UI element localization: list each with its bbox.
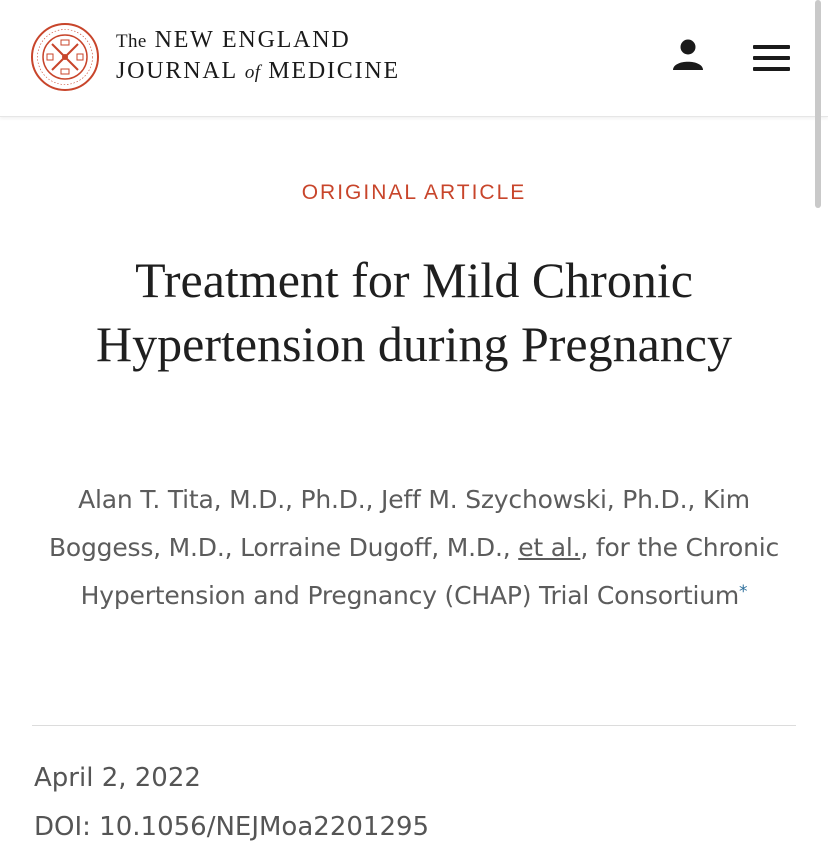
masthead-journal: JOURNAL	[116, 58, 238, 84]
scrollbar-thumb[interactable]	[815, 0, 821, 208]
et-al-link[interactable]: et al.	[518, 533, 581, 562]
article-type-label: ORIGINAL ARTICLE	[301, 181, 527, 204]
menu-bar-bottom	[753, 67, 790, 71]
authors-text-1: Alan T. Tita, M.D., Ph.D., Jeff M. Szychowski, Ph.D., Kim Boggess, M.D., Lorraine Dugoff, M.D.,	[48, 485, 750, 562]
menu-bar-top	[753, 45, 790, 49]
hamburger-menu-button[interactable]	[748, 40, 794, 76]
masthead-line-2	[116, 56, 400, 88]
masthead-of: of	[244, 62, 261, 83]
journal-masthead[interactable]	[116, 26, 400, 88]
publication-date: April 2, 2022	[34, 763, 201, 793]
author-list	[40, 476, 788, 620]
footnote-marker[interactable]: *	[739, 582, 748, 602]
masthead-line-1	[116, 26, 400, 56]
account-button[interactable]	[668, 36, 708, 76]
masthead-new-england: NEW ENGLAND	[154, 27, 351, 53]
section-divider	[32, 725, 796, 726]
nejm-seal-logo[interactable]	[30, 22, 100, 92]
doi-text: DOI: 10.1056/NEJMoa2201295	[34, 812, 430, 842]
authors-text-2: , for the Chronic Hypertension and Pregnancy (CHAP) Trial Consortium	[80, 533, 780, 610]
user-icon	[668, 36, 708, 76]
article-title: Treatment for Mild Chronic Hypertension during Pregnancy	[96, 252, 732, 372]
masthead-the: The	[116, 31, 147, 52]
masthead-medicine: MEDICINE	[268, 58, 400, 84]
menu-bar-middle	[753, 56, 790, 60]
site-header	[0, 0, 828, 117]
